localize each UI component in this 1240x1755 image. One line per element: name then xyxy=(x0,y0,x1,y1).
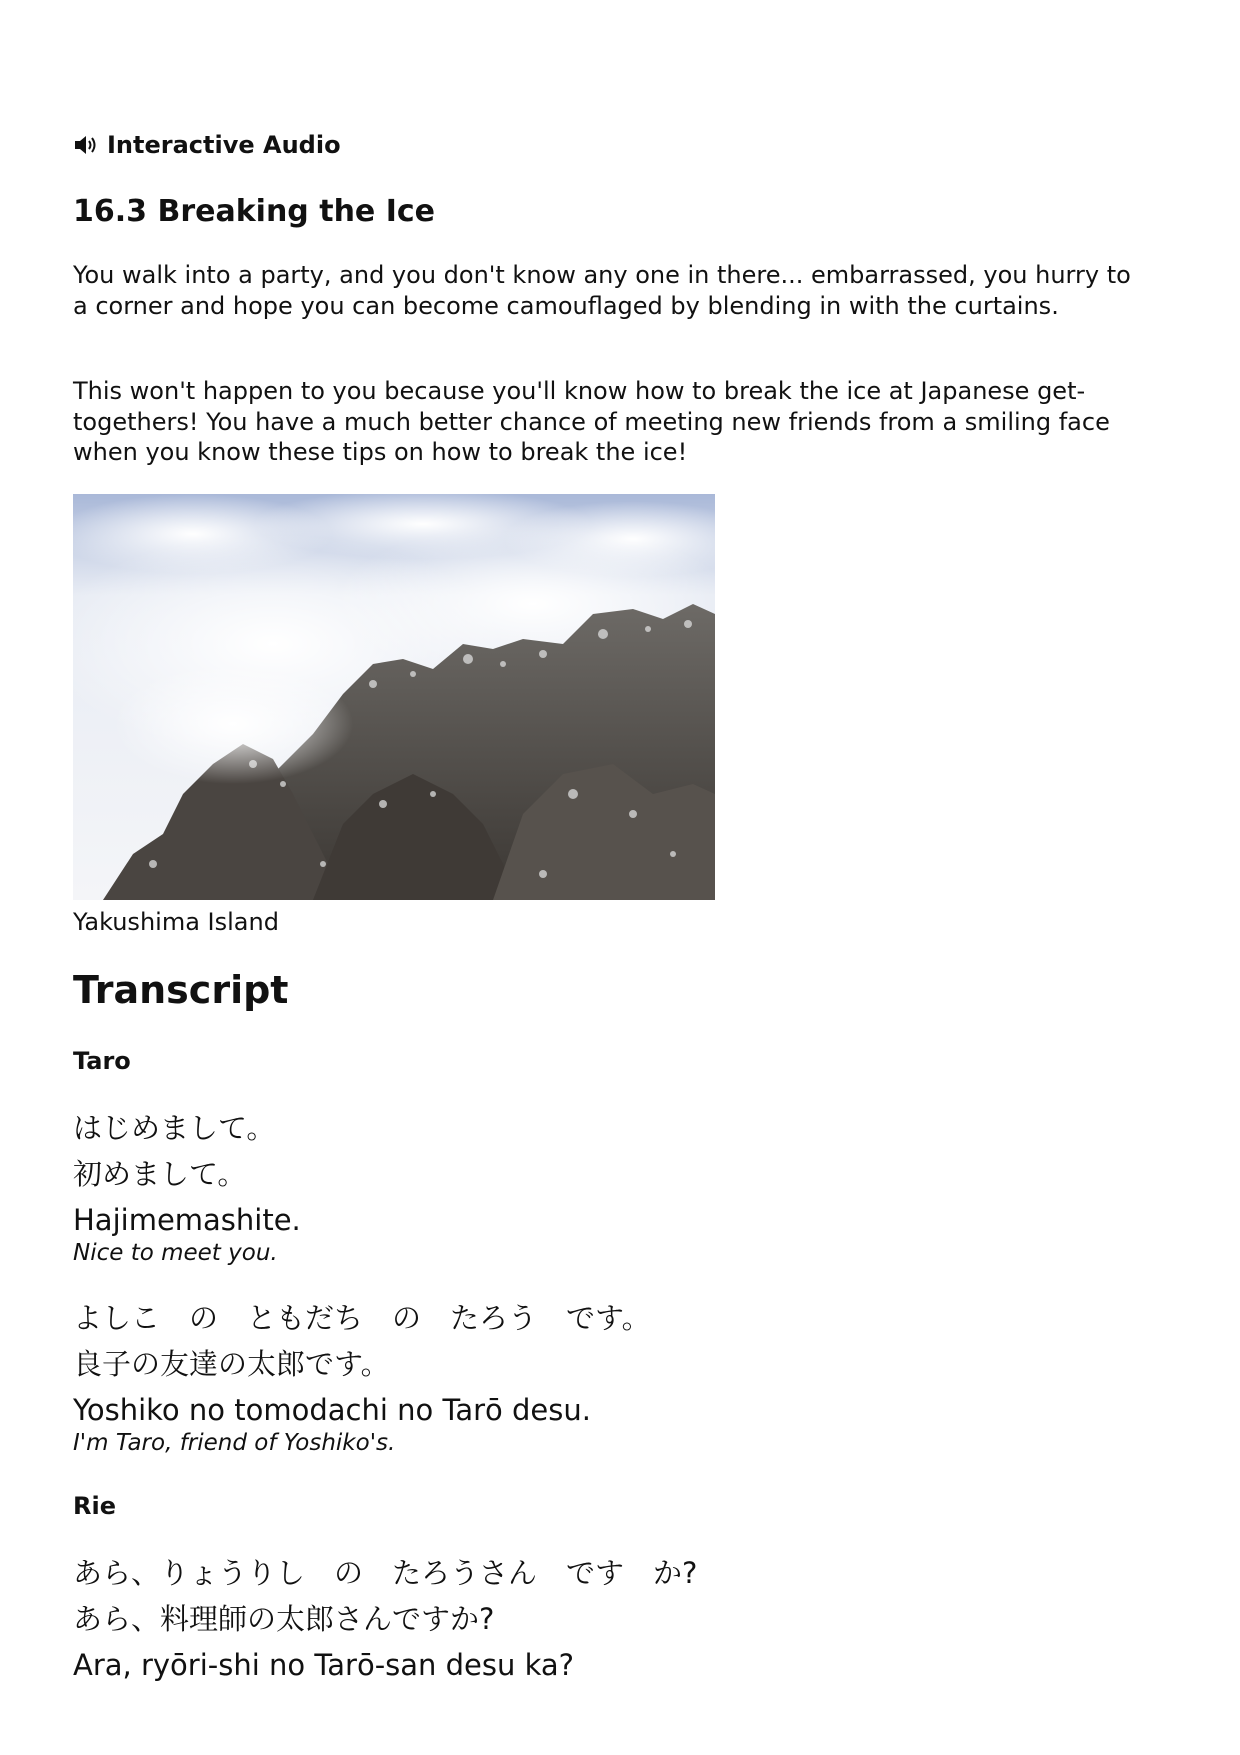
line-1-english: Nice to meet you. xyxy=(73,1240,278,1266)
speaker-icon xyxy=(73,134,99,156)
transcript-title: Transcript xyxy=(73,968,289,1012)
speaker-name-taro: Taro xyxy=(73,1047,131,1075)
line-3-kanji: あら、料理師の太郎さんですか? xyxy=(73,1602,495,1636)
section-title: 16.3 Breaking the Ice xyxy=(73,194,436,229)
interactive-audio-label: Interactive Audio xyxy=(107,131,341,159)
interactive-audio-link[interactable] xyxy=(73,128,341,162)
line-3-kana: あら、りょうりし の たろうさん です か? xyxy=(73,1556,698,1590)
yakushima-photo xyxy=(73,494,715,900)
intro-paragraph-2: This won't happen to you because you'll know how to break the ice at Japanese get-togethers! You have a much better chance of meeting new friends from a smiling face when you know these tips on how to break the ice! xyxy=(73,377,1110,466)
line-1-romaji: Hajimemashite. xyxy=(73,1203,301,1237)
intro-paragraph-1: You walk into a party, and you don't know any one in there... embarrassed, you hurry to a corner and hope you can become camouflaged by blending in with the curtains. xyxy=(73,261,1131,320)
line-1-kanji: 初めまして。 xyxy=(73,1157,247,1191)
line-2-kanji: 良子の友達の太郎です。 xyxy=(73,1347,390,1381)
line-2-english: I'm Taro, friend of Yoshiko's. xyxy=(73,1430,396,1456)
line-2-romaji: Yoshiko no tomodachi no Tarō desu. xyxy=(73,1393,591,1427)
photo-caption: Yakushima Island xyxy=(73,908,279,936)
line-3-romaji: Ara, ryōri-shi no Tarō-san desu ka? xyxy=(73,1648,575,1682)
line-2-kana: よしこ の ともだち の たろう です。 xyxy=(73,1301,651,1335)
line-1-kana: はじめまして。 xyxy=(73,1111,276,1145)
speaker-name-rie: Rie xyxy=(73,1492,116,1520)
